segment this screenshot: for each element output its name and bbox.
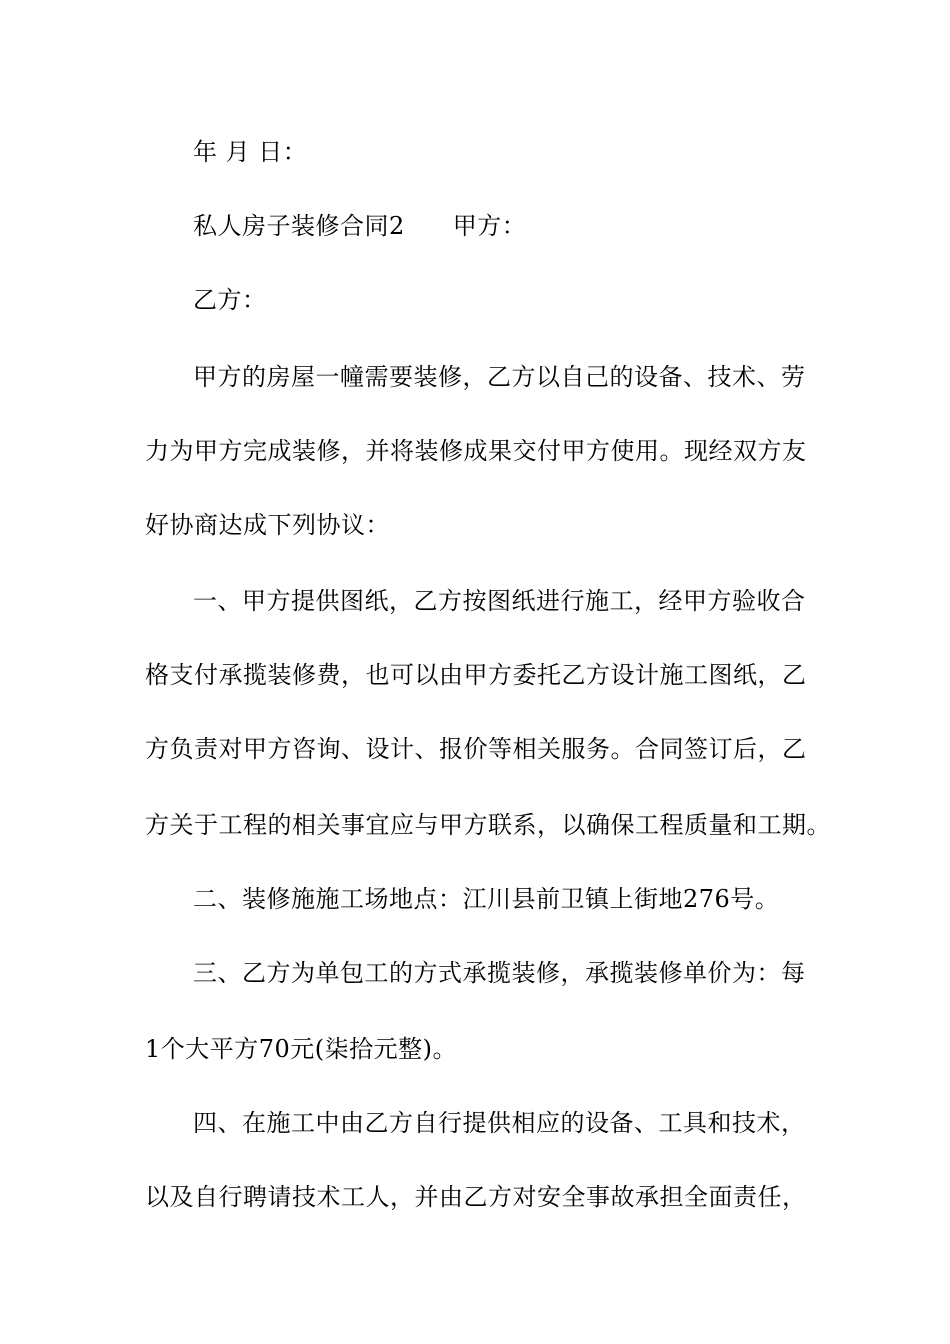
paragraph-line: 一、甲方提供图纸，乙方按图纸进行施工，经甲方验收合 — [193, 587, 806, 615]
paragraph-line: 以及自行聘请技术工人，并由乙方对安全事故承担全面责任， — [145, 1183, 807, 1211]
paragraph-line: 四、在施工中由乙方自行提供相应的设备、工具和技术， — [193, 1109, 806, 1137]
paragraph-line: 甲方的房屋一幢需要装修，乙方以自己的设备、技术、劳 — [193, 363, 806, 391]
paragraph-line: 好协商达成下列协议： — [145, 511, 390, 539]
paragraph-line: 三、乙方为单包工的方式承揽装修，承揽装修单价为：每 — [193, 959, 806, 987]
paragraph-line: 1个大平方70元(柒拾元整)。 — [145, 1035, 458, 1063]
paragraph-line: 格支付承揽装修费，也可以由甲方委托乙方设计施工图纸，乙 — [145, 661, 807, 689]
party-b-label: 乙方： — [193, 286, 267, 314]
paragraph-line: 二、装修施施工场地点：江川县前卫镇上街地276号。 — [193, 885, 780, 913]
date-line: 年 月 日： — [193, 138, 308, 166]
party-a-label: 甲方： — [452, 212, 527, 240]
title-line — [193, 211, 863, 241]
paragraph-line: 方负责对甲方咨询、设计、报价等相关服务。合同签订后，乙 — [145, 735, 807, 763]
contract-title: 私人房子装修合同2 — [193, 212, 405, 240]
paragraph-line: 力为甲方完成装修，并将装修成果交付甲方使用。现经双方友 — [145, 437, 807, 465]
paragraph-line: 方关于工程的相关事宜应与甲方联系，以确保工程质量和工期。 — [145, 811, 831, 839]
